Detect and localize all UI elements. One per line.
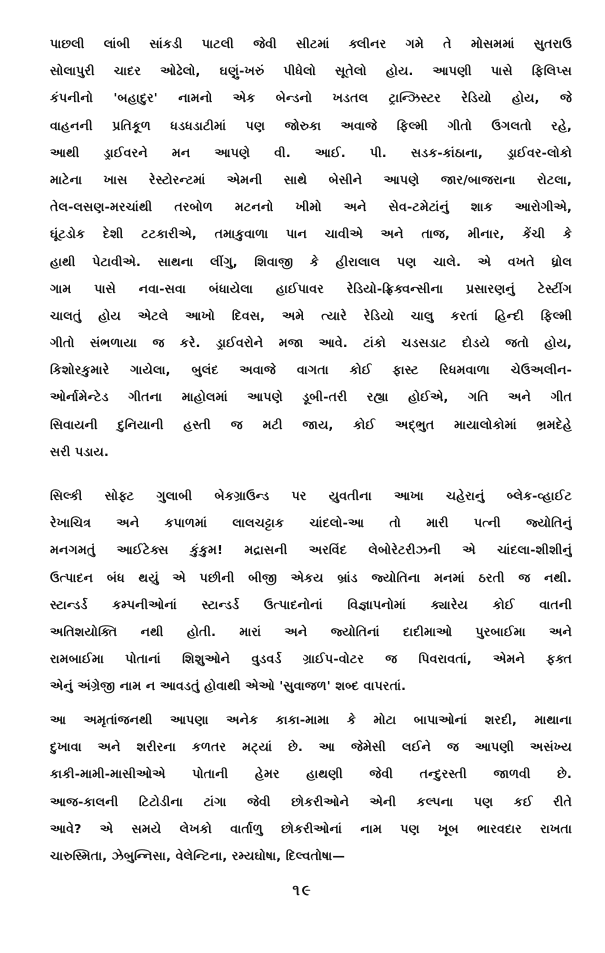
- text-line: ચારુસ્મિતા, ઝેબુન્નિસા, વેલેન્ટિના, રમ્યઘોષા, દિલ્વતોષા—: [50, 847, 346, 863]
- text-line: ગીતો સંભળાયા જ કરે. ડ્રાઈવરોને મજા આવે. ટાંકો ચડસડાટ દોડયે જતો હોય,: [50, 335, 572, 351]
- paragraph-2: [50, 482, 572, 700]
- text-line: એનું અંગ્રેજી નામ ન આવડતું હોવાથી એઓ 'સુવાજળ' શબ્દ વાપરતાં.: [50, 678, 407, 694]
- text-line: આવે? એ સમયે લેખકો વાર્તાળુ છોકરીઓનાં નામ પણ ખૂબ ભારવદાર રાખતા: [50, 820, 572, 836]
- text-line: સિલ્કી સોફ્ટ ગુલાબી બેકગ્રાઉન્ડ પર યુવતીના આખા ચહેરાનું બ્લેક-વ્હાઈટ: [50, 488, 572, 503]
- text-line: કંપનીનો 'બહાદુર' નામનો એક બેન્ડનો ખડતલ ટ્રાન્ઝિસ્ટર રેડિયો હોય, જે: [50, 90, 572, 106]
- text-line: કિશોરકુમારે ગાયેલા, બુલંદ અવાજે વાગતા કોઈ ફાસ્ટ રિધમવાળા ચેઉઅલીન-: [50, 362, 572, 378]
- text-line: રામબાઈમા પોતાનાં શિશુઓને વુડવર્ડ ગ્રાઈપ-વોટર જ પિવરાવતાં, એમને ફક્ત: [50, 651, 572, 667]
- text-line: આ અમૃતાંજનથી આપણા અનેક કાકા-મામા કે મોટા બાપાઓનાં શરદી, માથાના: [50, 712, 572, 727]
- text-line: સોલાપુરી ચાદર ઓઢેલો, ઘણું-ખરું પીધેલો સૂતેલો હોય. આપણી પાસે ફિલિપ્સ: [50, 63, 572, 79]
- text-line: સરી પડાય.: [50, 443, 109, 459]
- text-line: દુખાવા અને શરીરના કળતર મટ્યાં છે. આ જેમેસી લઈને જ આપણી અસંખ્ય: [50, 739, 572, 755]
- text-line: હાથી પેટાવીએ. સાથના લીંગુ, શિવાજી કે હીરાલાલ પણ ચાલે. એ વખતે ધ્રોલ: [50, 253, 572, 269]
- text-line: મનગમતું આઈટેક્સ કુંકુમ! મદ્રાસની અરવિંદ લેબોરેટરીઝની એ ચાંદલા-શીશીનું: [50, 542, 572, 558]
- text-line: ગામ પાસે નવા-સવા બંધાયેલા હાઈપાવર રેડિયો-ફ્રિક્વન્સીના પ્રસારણનું ટેસ્ટીંગ: [50, 280, 572, 296]
- text-line: વાહનની પ્રતિકૂળ ધડધડાટીમાં પણ જોરુકા અવાજે ફિલ્મી ગીતો ઉગલતો રહે,: [50, 117, 572, 133]
- page-number: ૧૯: [292, 881, 313, 899]
- text-line: આજ-કાલની ટિટોડીના ટાંગા જેવી છોકરીઓને એની કલ્પના પણ કઈ રીતે: [50, 793, 572, 809]
- text-line: માટેના ખાસ રેસ્ટોરન્ટમાં એમની સાથે બેસીને આપણે જાર/બાજરાના રોટલા,: [50, 171, 572, 187]
- text-line: કાકી-મામી-માસીઓએ પોતાની હેમર હાથણી જેવી તન્દુરસ્તી જાળવી છે.: [50, 766, 572, 782]
- text-line: ઓર્નામેન્ટેડ ગીતના માહોલમાં આપણે ડૂબી-તરી રહ્યા હોઈએ, ગતિ અને ગીત: [50, 389, 572, 405]
- text-line: ચાલતું હોય એટલે આખો દિવસ, અમે ત્યારે રેડિયો ચાલુ કરતાં હિન્દી ફિલ્મી: [50, 307, 572, 323]
- text-line: રેખાચિત્ર અને કપાળમાં લાલચટ્ટાક ચાંદલો-આ તો મારી પત્ની જ્યોતિનું: [50, 515, 572, 531]
- text-line: આથી ડ્રાઈવરને મન આપણે વી. આઈ. પી. સડક-કાંઠાના, ડ્રાઈવર-લોકો: [50, 144, 572, 160]
- text-line: ઘૂંટડોક દેશી ટટકારીએ, તમાકુવાળા પાન ચાવીએ અને તાજ, મીનાર, કેંચી કે: [50, 226, 572, 242]
- text-line: પાછલી લાંબી સાંકડી પાટલી જેવી સીટમાં ક્લીનર ગમે તે મોસમમાં સુતરાઉ: [50, 36, 572, 51]
- paragraph-1: [50, 30, 572, 465]
- text-line: ઉત્પાદન બંધ થયું એ પછીની બીજી એકય બ્રાંડ જ્યોતિના મનમાં ઠરતી જ નથી.: [50, 569, 572, 585]
- paragraph-3: [50, 706, 572, 869]
- text-line: સિવાયની દુનિયાની હસ્તી જ મટી જાય, કોઈ અદ્ભુત માયાલોકોમાં ભ્રમદેહે: [50, 416, 572, 432]
- text-line: તેલ-લસણ-મરચાંથી તરબોળ મટનનો ખીમો અને સેવ-ટમેટાંનું શાક આરોગીએ,: [50, 199, 572, 215]
- text-line: અતિશયોક્તિ નથી હોતી. મારાં અને જ્યોતિનાં દાદીમાઓ પુરબાઈમા અને: [50, 623, 572, 639]
- text-line: સ્ટાન્ડર્ડ કમ્પનીઓનાં સ્ટાન્ડર્ડ ઉત્પાદનોનાં વિજ્ઞાપનોમાં ક્યારેય કોઈ વાતની: [50, 596, 572, 612]
